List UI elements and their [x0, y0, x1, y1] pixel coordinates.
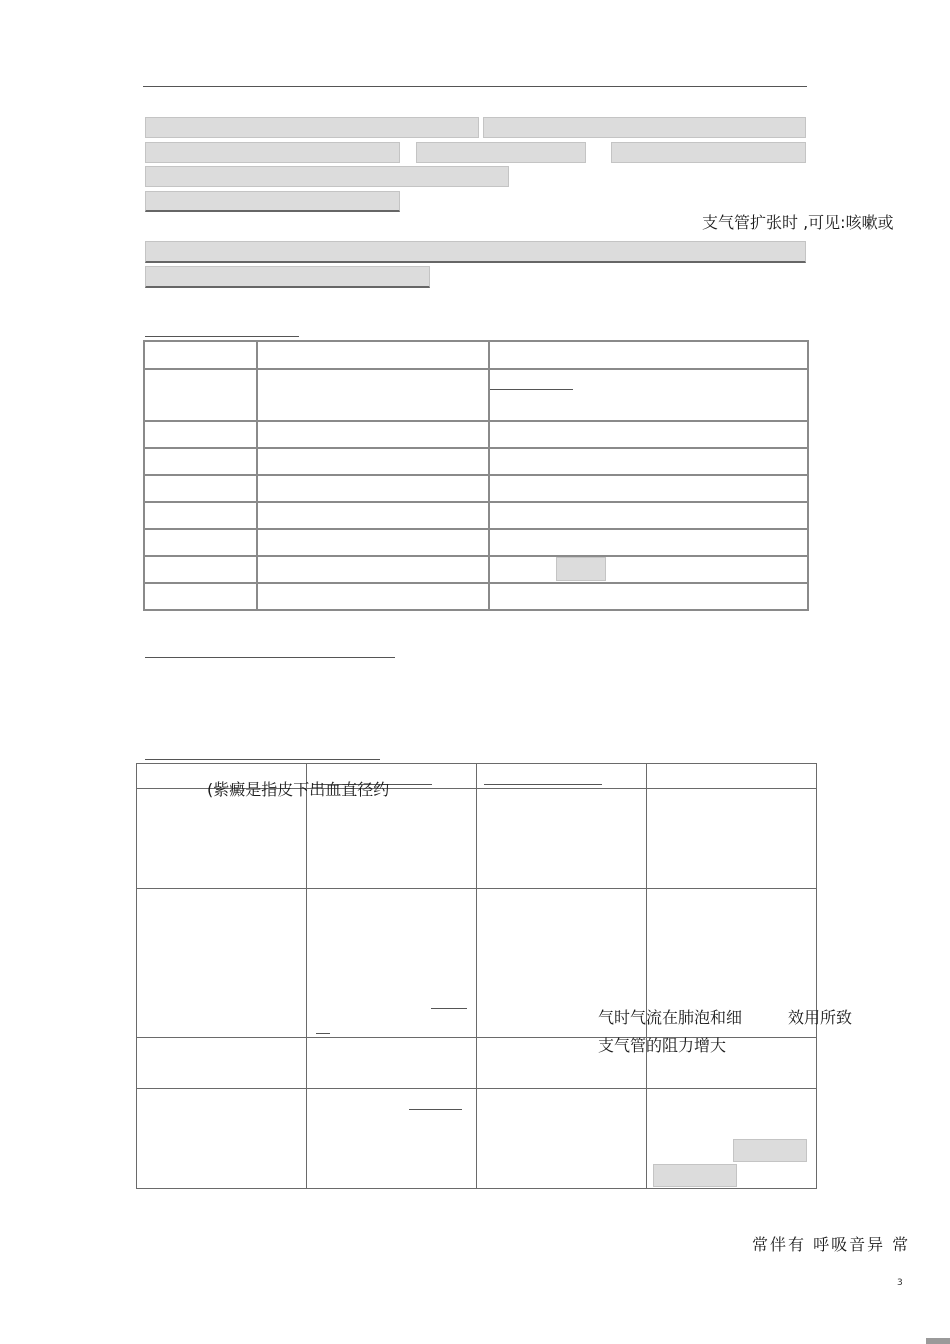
- table-2: [136, 763, 817, 1189]
- redacted-text-block: [145, 241, 806, 263]
- redacted-text-block: [416, 142, 586, 163]
- table-1: [143, 340, 809, 611]
- redacted-cell-block: [556, 557, 606, 581]
- redacted-text-block: [145, 142, 400, 163]
- redacted-cell-block: [653, 1164, 737, 1187]
- table-row: [137, 789, 817, 889]
- table-text-fragment: 效用所致: [788, 1008, 853, 1027]
- section-heading-underline: [145, 657, 395, 658]
- table-text-fragment: 支气管的阻力增大: [598, 1036, 727, 1055]
- redacted-text-block: [145, 117, 479, 138]
- header-rule: [143, 86, 807, 87]
- paragraph-text-fragment: 支气管扩张时 ,可见:咳嗽或: [702, 213, 894, 232]
- redacted-text-block: [145, 191, 400, 212]
- cell-underline: [409, 1109, 462, 1110]
- redacted-text-block: [145, 166, 509, 187]
- page-number: 3: [897, 1278, 903, 1288]
- table-row: [144, 369, 808, 421]
- table-row: [144, 502, 808, 529]
- cell-underline: [484, 784, 602, 785]
- redacted-text-block: [483, 117, 806, 138]
- table-text-fragment: 气时气流在肺泡和细: [598, 1008, 743, 1027]
- redacted-text-block: [611, 142, 806, 163]
- section-heading-underline: [145, 759, 380, 760]
- footer-text: 常伴有 呼吸音异 常: [752, 1235, 911, 1254]
- cell-underline: [490, 389, 573, 390]
- cell-underline: [316, 1033, 330, 1034]
- corner-mark: [926, 1338, 950, 1344]
- redacted-cell-block: [733, 1139, 807, 1162]
- cell-underline: [431, 1008, 467, 1009]
- section-heading-underline: [145, 336, 299, 337]
- table-row: [144, 341, 808, 369]
- table-row: [144, 421, 808, 448]
- table-text-fragment: (紫癜是指皮下出血直径约: [207, 780, 390, 799]
- redacted-text-block: [145, 266, 430, 288]
- table-row: [144, 529, 808, 556]
- table-row: [144, 583, 808, 610]
- table-row: [144, 475, 808, 502]
- table-row: [144, 448, 808, 475]
- table-row: [144, 556, 808, 583]
